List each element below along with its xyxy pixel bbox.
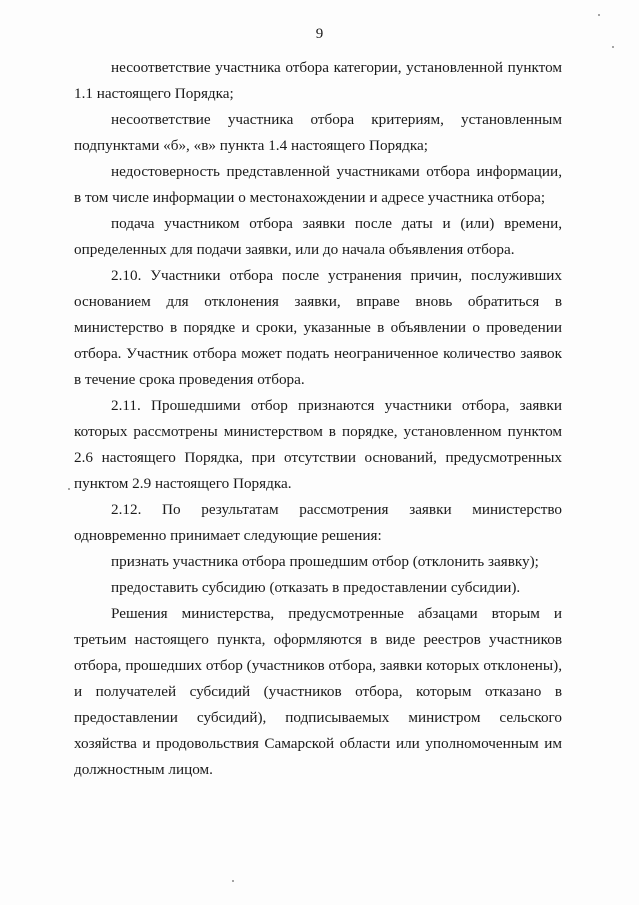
paragraph-2: несоответствие участника отбора критериям, установленным подпунктами «б», «в» пункта 1.4 настоящего Порядка; (74, 111, 562, 154)
decision-item-2: предоставить субсидию (отказать в предоставлении субсидии). (111, 579, 521, 596)
scan-speck (598, 14, 600, 16)
scan-speck (612, 46, 614, 48)
paragraph-3: недостоверность представленной участниками отбора информации, в том числе информации о местонахождении и адресе участника отбора; (74, 163, 562, 206)
scan-speck (232, 880, 234, 882)
paragraph-2-10: 2.10. Участники отбора после устранения причин, послуживших основанием для отклонения заявки, вправе вновь обратиться в министерство в порядке и сроки, указанные в объявлении о проведении отбора. Участник отбора может подать неограниченное количество заявок в течение срока проведения отбора. (74, 267, 562, 388)
scan-speck (68, 488, 70, 490)
paragraph-2-12: 2.12. По результатам рассмотрения заявки министерство одновременно принимает следующие решения: (74, 501, 562, 544)
document-body (74, 55, 562, 783)
page-number: 9 (315, 26, 324, 42)
paragraph-4: подача участником отбора заявки после даты и (или) времени, определенных для подачи заявки, или до начала объявления отбора. (74, 215, 562, 258)
paragraph-final: Решения министерства, предусмотренные абзацами вторым и третьим настоящего пункта, оформляются в виде реестров участников отбора, прошедших отбор (участников отбора, заявки которых отклонены), и получателей субсидий (участников отбора, которым отказано в предоставлении субсидий), подписываемых министром сельского хозяйства и продовольствия Самарской области или уполномоченным им должностным лицом. (74, 605, 562, 778)
paragraph-1: несоответствие участника отбора категории, установленной пунктом 1.1 настоящего Порядка; (74, 59, 562, 102)
decision-item-1: признать участника отбора прошедшим отбор (отклонить заявку); (111, 553, 539, 570)
paragraph-2-11: 2.11. Прошедшими отбор признаются участники отбора, заявки которых рассмотрены министерством в порядке, установленном пунктом 2.6 настоящего Порядка, при отсутствии оснований, предусмотренных пунктом 2.9 настоящего Порядка. (74, 397, 562, 492)
